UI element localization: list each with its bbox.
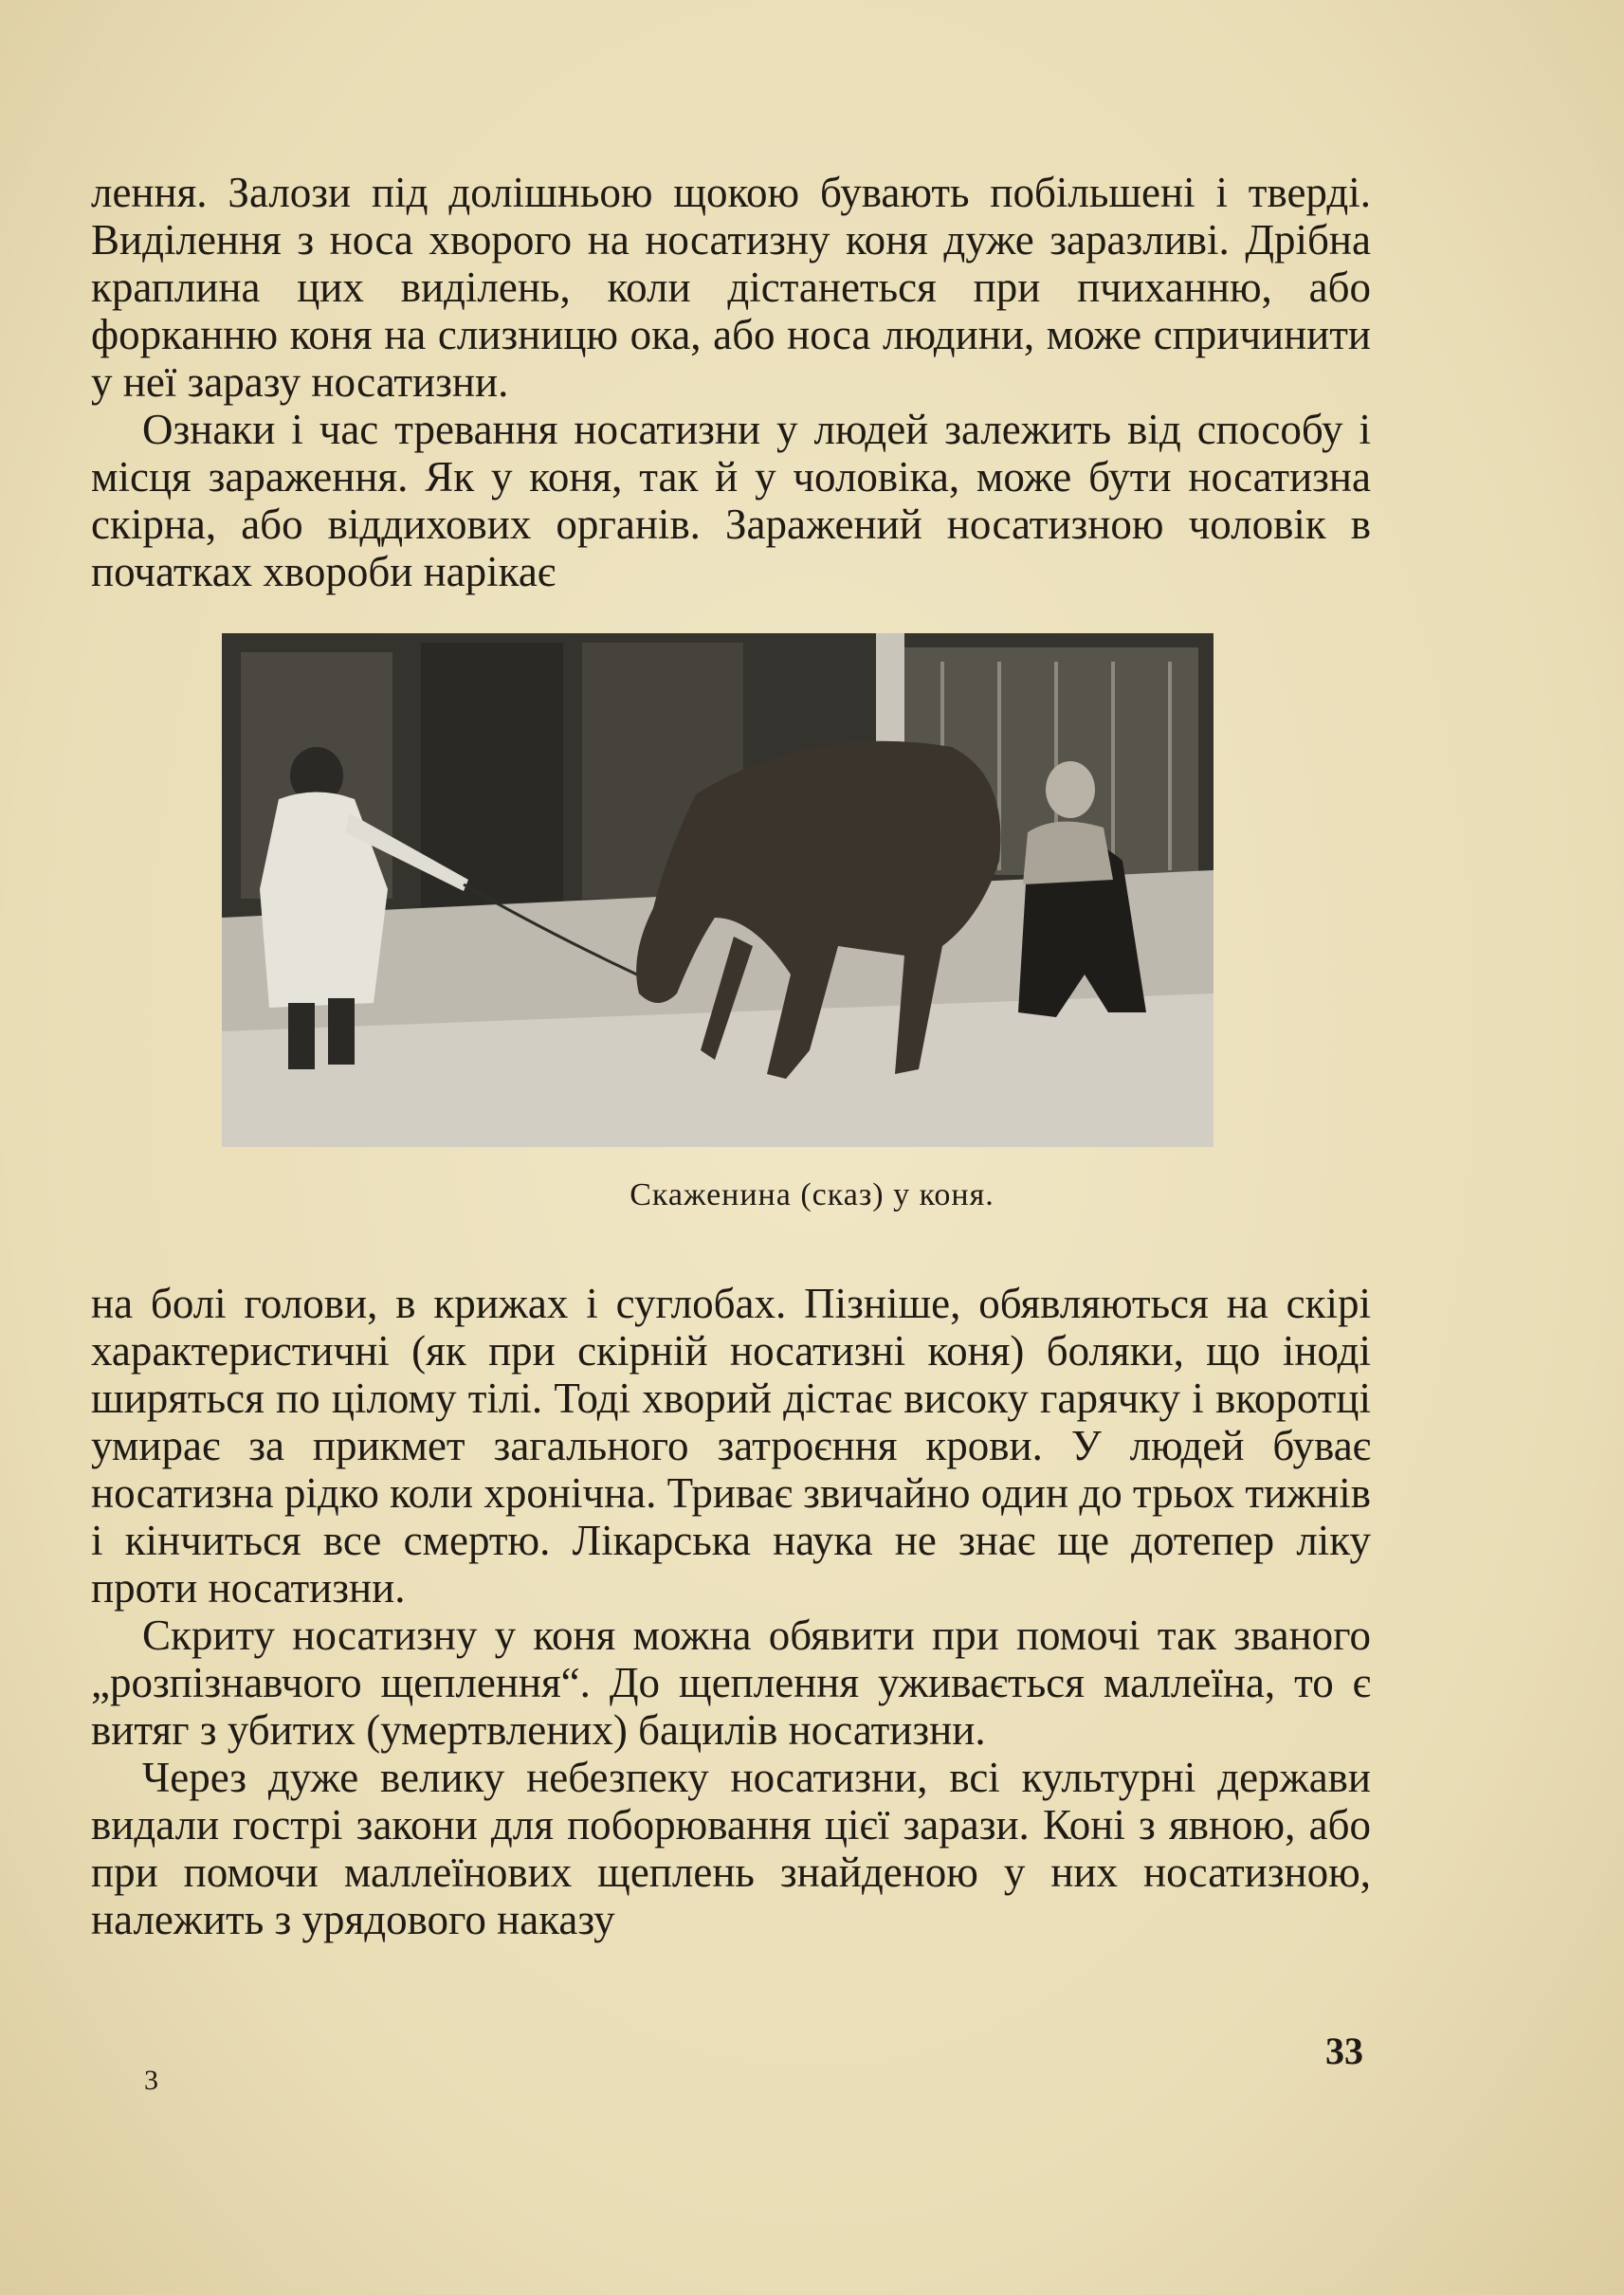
paragraph: Ознаки і час тревання носатизни у людей залежить від способу і місця зараження. Як у коня, так й у чоловіка, може бути носатизна скірна, або віддихових органів. Заражений носатизною чоловік в початках хвороби нарікає — [91, 406, 1371, 595]
paragraph: Через дуже велику небезпеку носатизни, всі культурні держави видали гострі закони для поборювання цієї зарази. Коні з явною, або при помочи маллеїнових щеплень знайденою у них носатизною, належить з урядового наказу — [91, 1754, 1371, 1943]
photo-illustration — [222, 633, 1213, 1147]
horse-photo — [222, 633, 1213, 1147]
text-block-bottom — [91, 1280, 1371, 1943]
paragraph: лення. Залози під долішньою щокою бувають побільшені і тверді. Виділення з носа хворого на носатизну коня дуже заразливі. Дрібна краплина цих виділень, коли дістанеться при пчиханню, або форканню коня на слизницю ока, або носа людини, може спричинити у неї заразу носатизни. — [91, 169, 1371, 406]
paragraph: Скриту носатизну у коня можна обявити при помочі так званого „розпізнавчого щеплення“. До щеплення уживається маллеїна, то є витяг з убитих (умертвлених) бацилів носатизни. — [91, 1612, 1371, 1754]
text-block-top — [91, 169, 1371, 595]
signature-mark: 3 — [144, 2065, 158, 2096]
figure-caption: Скаженина (сказ) у коня. — [630, 1177, 994, 1212]
paragraph: на болі голови, в крижах і суглобах. Пізніше, обявляються на скірі характеристичні (як при скірній носатизні коня) боляки, що іноді ширяться по цілому тілі. Тоді хворий дістає високу гарячку і вкоротці умирає за прикмет загального затроєння крови. У людей буває носатизна рідко коли хронічна. Триває звичайно один до трьох тижнів і кінчиться все смертю. Лікарська наука не знає ще дотепер ліку проти носатизни. — [91, 1280, 1371, 1612]
page-number: 33 — [1325, 2030, 1363, 2072]
